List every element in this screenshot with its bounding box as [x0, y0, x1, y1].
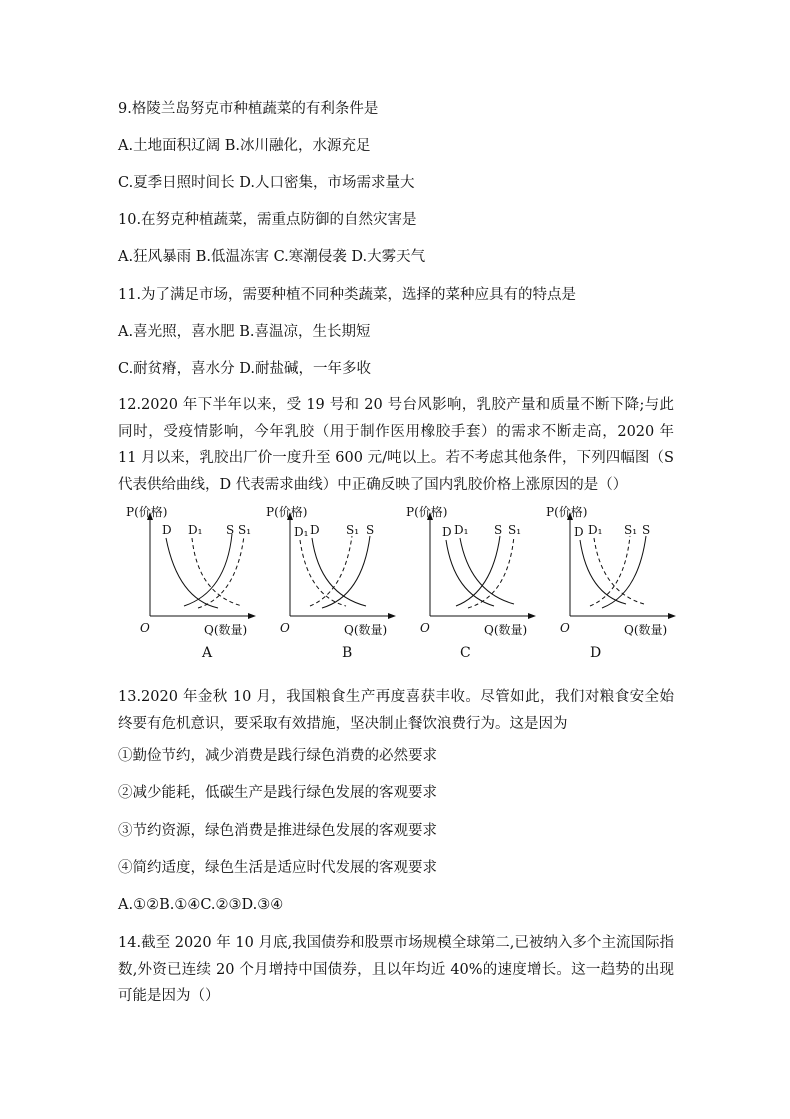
q13-statement-3: ③节约资源，绿色消费是推进绿色发展的客观要求	[118, 823, 437, 839]
curve-d	[166, 538, 218, 608]
chart-label: A	[202, 645, 213, 661]
curve-label: S	[494, 523, 503, 537]
q10-stem: 10.在努克种植蔬菜，需重点防御的自然灾害是	[118, 212, 417, 228]
q13-options: A.①②B.①④C.②③D.③④	[118, 897, 284, 913]
x-axis-label: Q(数量)	[344, 623, 388, 637]
curve-d1	[594, 538, 644, 604]
chart-label: C	[460, 645, 471, 661]
curve-label: D	[162, 523, 172, 537]
curve-label: S	[366, 523, 375, 537]
q13-statement-4: ④简约适度，绿色生活是适应时代发展的客观要求	[118, 860, 437, 876]
origin-label: O	[140, 621, 150, 635]
curve-label: D₁	[294, 525, 309, 539]
curve-label: D₁	[188, 523, 203, 537]
x-axis-label: Q(数量)	[624, 623, 668, 637]
origin-label: O	[420, 621, 430, 635]
curve-label: D	[574, 525, 584, 539]
q14-stem: 14.截至 2020 年 10 月底,我国债券和股票市场规模全球第二,已被纳入多个主流国际指数,外资已连续 20 个月增持中国债券，且以年均近 40%的速度增长。这一趋势的出现可能是因为（）	[118, 935, 674, 1004]
curve-d1	[192, 538, 242, 606]
chart-label: B	[342, 645, 353, 661]
chart-b-svg	[258, 504, 398, 664]
chart-a-svg	[118, 504, 258, 664]
curve-label: D	[442, 525, 452, 539]
supply-demand-figures	[118, 504, 678, 664]
y-axis-label: P(价格)	[266, 505, 308, 519]
q13-statement-2: ②减少能耗，低碳生产是践行绿色发展的客观要求	[118, 785, 437, 801]
q9-options-ab: A.土地面积辽阔 B.冰川融化，水源充足	[118, 138, 371, 154]
x-axis-label: Q(数量)	[484, 623, 528, 637]
chart-c	[398, 504, 538, 664]
chart-c-svg	[398, 504, 538, 664]
curve-d	[580, 540, 626, 604]
chart-d	[538, 504, 678, 664]
curve-label: S₁	[346, 523, 360, 537]
curve-label: D₁	[588, 523, 603, 537]
y-axis-label: P(价格)	[546, 505, 588, 519]
q9-options-cd: C.夏季日照时间长 D.人口密集，市场需求量大	[118, 175, 415, 191]
curve-d	[312, 538, 366, 606]
chart-label: D	[590, 645, 602, 661]
curve-s	[184, 534, 232, 606]
y-axis-label: P(价格)	[126, 505, 168, 519]
x-axis-label: Q(数量)	[204, 623, 248, 637]
origin-label: O	[280, 621, 290, 635]
curve-label: S₁	[508, 523, 522, 537]
y-axis-label: P(价格)	[406, 505, 448, 519]
curve-label: D₁	[454, 523, 469, 537]
curve-label: S	[226, 523, 235, 537]
curve-d	[446, 540, 494, 606]
curve-s1	[310, 536, 352, 606]
curve-label: S₁	[238, 523, 252, 537]
q13-statement-1: ①勤俭节约，减少消费是践行绿色消费的必然要求	[118, 748, 437, 764]
q13-stem: 13.2020 年金秋 10 月，我国粮食生产再度喜获丰收。尽管如此，我们对粮食安全始终要有危机意识，要采取有效措施，坚决制止餐饮浪费行为。这是因为	[118, 689, 674, 732]
q12-stem: 12.2020 年下半年以来，受 19 号和 20 号台风影响，乳胶产量和质量不断下降;与此同时，受疫情影响，今年乳胶（用于制作医用橡胶手套）的需求不断走高，2020 年 11 月以来，乳胶出厂价一度升至 600 元/吨以上。若不考虑其他条件，下列四幅图（S 代表供给曲线，D 代表需求曲线）中正确反映了国内乳胶价格上涨原因的是（）	[118, 397, 674, 493]
curve-label: S₁	[624, 523, 638, 537]
curve-s	[602, 536, 646, 608]
curve-label: D	[310, 523, 320, 537]
q11-options-ab: A.喜光照，喜水肥 B.喜温凉，生长期短	[118, 324, 371, 340]
chart-a	[118, 504, 258, 664]
q10-options: A.狂风暴雨 B.低温冻害 C.寒潮侵袭 D.大雾天气	[118, 249, 426, 265]
chart-b	[258, 504, 398, 664]
q9-stem: 9.格陵兰岛努克市种植蔬菜的有利条件是	[118, 101, 379, 117]
curve-label: S	[642, 523, 651, 537]
curve-s1	[198, 536, 244, 608]
q11-stem: 11.为了满足市场，需要种植不同种类蔬菜，选择的菜种应具有的特点是	[118, 287, 577, 303]
curve-d1	[460, 538, 514, 604]
chart-d-svg	[538, 504, 678, 664]
origin-label: O	[560, 621, 570, 635]
q11-options-cd: C.耐贫瘠，喜水分 D.耐盐碱，一年多收	[118, 361, 372, 377]
